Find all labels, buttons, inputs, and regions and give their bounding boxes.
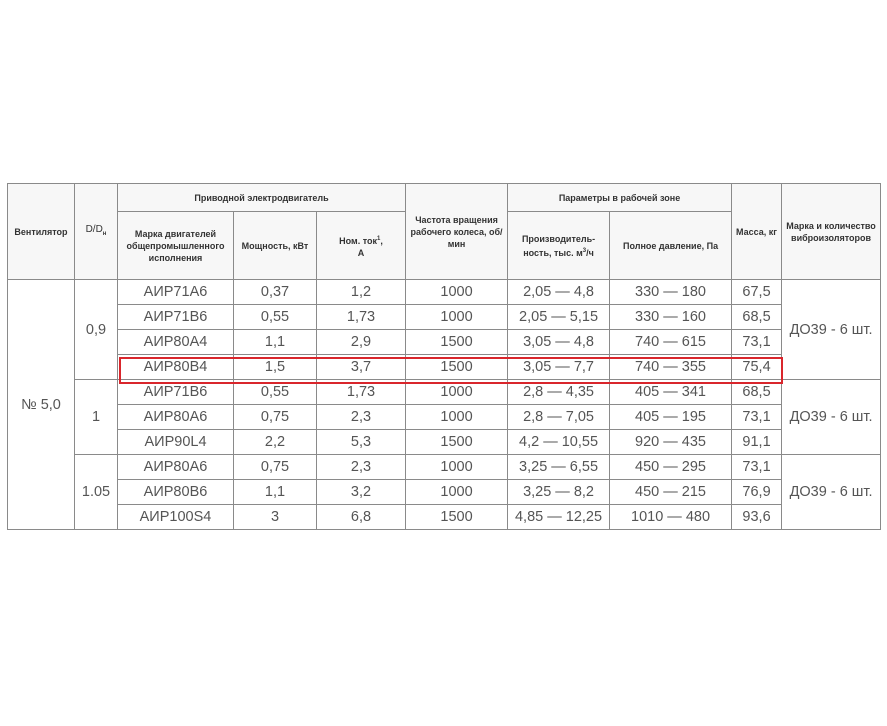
header-motor-group: Приводной электродвигатель: [118, 184, 406, 212]
mass-cell: 73,1: [732, 405, 782, 430]
pressure-cell: 405 — 195: [610, 405, 732, 430]
table-row-highlighted: [8, 355, 881, 380]
dd-value: 1.05: [75, 455, 118, 530]
mass-cell: 91,1: [732, 430, 782, 455]
header-power: Мощность, кВт: [234, 212, 317, 280]
current-cell: 5,3: [317, 430, 406, 455]
current-cell: 1,2: [317, 280, 406, 305]
power-cell: 0,55: [234, 305, 317, 330]
isolators-cell: ДО39 - 6 шт.: [782, 280, 881, 380]
power-cell: 0,75: [234, 455, 317, 480]
header-fan: Вентилятор: [8, 184, 75, 280]
rpm-cell: 1500: [406, 430, 508, 455]
capacity-cell: 3,05 — 4,8: [508, 330, 610, 355]
header-dd: $D/D_н$: [75, 184, 118, 280]
table-row: [8, 330, 881, 355]
capacity-cell: 3,25 — 8,2: [508, 480, 610, 505]
power-cell: 2,2: [234, 430, 317, 455]
mass-cell: 93,6: [732, 505, 782, 530]
capacity-cell: 2,8 — 4,35: [508, 380, 610, 405]
pressure-cell: 330 — 160: [610, 305, 732, 330]
pressure-cell: 450 — 295: [610, 455, 732, 480]
rpm-cell: 1000: [406, 305, 508, 330]
fan-spec-table: [7, 183, 881, 530]
mass-cell: 73,1: [732, 330, 782, 355]
pressure-cell: 450 — 215: [610, 480, 732, 505]
table-row: [8, 430, 881, 455]
pressure-cell: 405 — 341: [610, 380, 732, 405]
power-cell: 0,55: [234, 380, 317, 405]
motor-cell: АИР90L4: [118, 430, 234, 455]
mass-cell: 68,5: [732, 305, 782, 330]
capacity-cell: 2,8 — 7,05: [508, 405, 610, 430]
capacity-cell: 4,85 — 12,25: [508, 505, 610, 530]
motor-cell: АИР80В4: [118, 355, 234, 380]
current-cell: 1,73: [317, 305, 406, 330]
power-cell: 3: [234, 505, 317, 530]
current-cell: 2,3: [317, 455, 406, 480]
table-row: [8, 405, 881, 430]
power-cell: 0,37: [234, 280, 317, 305]
current-cell: 2,9: [317, 330, 406, 355]
capacity-cell: 2,05 — 5,15: [508, 305, 610, 330]
current-cell: 6,8: [317, 505, 406, 530]
rpm-cell: 1500: [406, 330, 508, 355]
mass-cell: 76,9: [732, 480, 782, 505]
power-cell: 1,1: [234, 480, 317, 505]
table-row: [8, 480, 881, 505]
isolators-cell: ДО39 - 6 шт.: [782, 380, 881, 455]
header-pressure: Полное давление, Па: [610, 212, 732, 280]
header-motor-brand: Марка двигателей общепромышленного исполнения: [118, 212, 234, 280]
mass-cell: 68,5: [732, 380, 782, 405]
current-cell: 1,73: [317, 380, 406, 405]
dd-value: 0,9: [75, 280, 118, 380]
rpm-cell: 1500: [406, 505, 508, 530]
rpm-cell: 1500: [406, 355, 508, 380]
mass-cell: 75,4: [732, 355, 782, 380]
motor-cell: АИР71В6: [118, 305, 234, 330]
power-cell: 1,5: [234, 355, 317, 380]
pressure-cell: 740 — 615: [610, 330, 732, 355]
mass-cell: 73,1: [732, 455, 782, 480]
power-cell: 0,75: [234, 405, 317, 430]
pressure-cell: 920 — 435: [610, 430, 732, 455]
current-cell: 3,2: [317, 480, 406, 505]
motor-cell: АИР80А6: [118, 455, 234, 480]
header-capacity: Производитель-ность, тыс. $м^3/ч$: [508, 212, 610, 280]
capacity-cell: 2,05 — 4,8: [508, 280, 610, 305]
table-row: [8, 280, 881, 305]
rpm-cell: 1000: [406, 480, 508, 505]
header-isolators: Марка и количество виброизоляторов: [782, 184, 881, 280]
rpm-cell: 1000: [406, 380, 508, 405]
motor-cell: АИР80В6: [118, 480, 234, 505]
isolators-cell: ДО39 - 6 шт.: [782, 455, 881, 530]
header-params-group: Параметры в рабочей зоне: [508, 184, 732, 212]
motor-cell: АИР80А6: [118, 405, 234, 430]
pressure-cell: 330 — 180: [610, 280, 732, 305]
motor-cell: АИР71В6: [118, 380, 234, 405]
rpm-cell: 1000: [406, 455, 508, 480]
header-current: Ном. ток$^1$, А: [317, 212, 406, 280]
pressure-cell: 740 — 355: [610, 355, 732, 380]
table-row: [8, 505, 881, 530]
header-mass: Масса, кг: [732, 184, 782, 280]
current-cell: 2,3: [317, 405, 406, 430]
motor-cell: АИР71А6: [118, 280, 234, 305]
table-row: [8, 455, 881, 480]
capacity-cell: 3,25 — 6,55: [508, 455, 610, 480]
power-cell: 1,1: [234, 330, 317, 355]
rpm-cell: 1000: [406, 405, 508, 430]
capacity-cell: 3,05 — 7,7: [508, 355, 610, 380]
capacity-cell: 4,2 — 10,55: [508, 430, 610, 455]
fan-number: № 5,0: [8, 280, 75, 530]
table-row: [8, 305, 881, 330]
header-rpm: Частота вращения рабочего колеса, об/мин: [406, 184, 508, 280]
rpm-cell: 1000: [406, 280, 508, 305]
motor-cell: АИР80А4: [118, 330, 234, 355]
current-cell: 3,7: [317, 355, 406, 380]
table-row: [8, 380, 881, 405]
mass-cell: 67,5: [732, 280, 782, 305]
dd-value: 1: [75, 380, 118, 455]
pressure-cell: 1010 — 480: [610, 505, 732, 530]
motor-cell: АИР100S4: [118, 505, 234, 530]
